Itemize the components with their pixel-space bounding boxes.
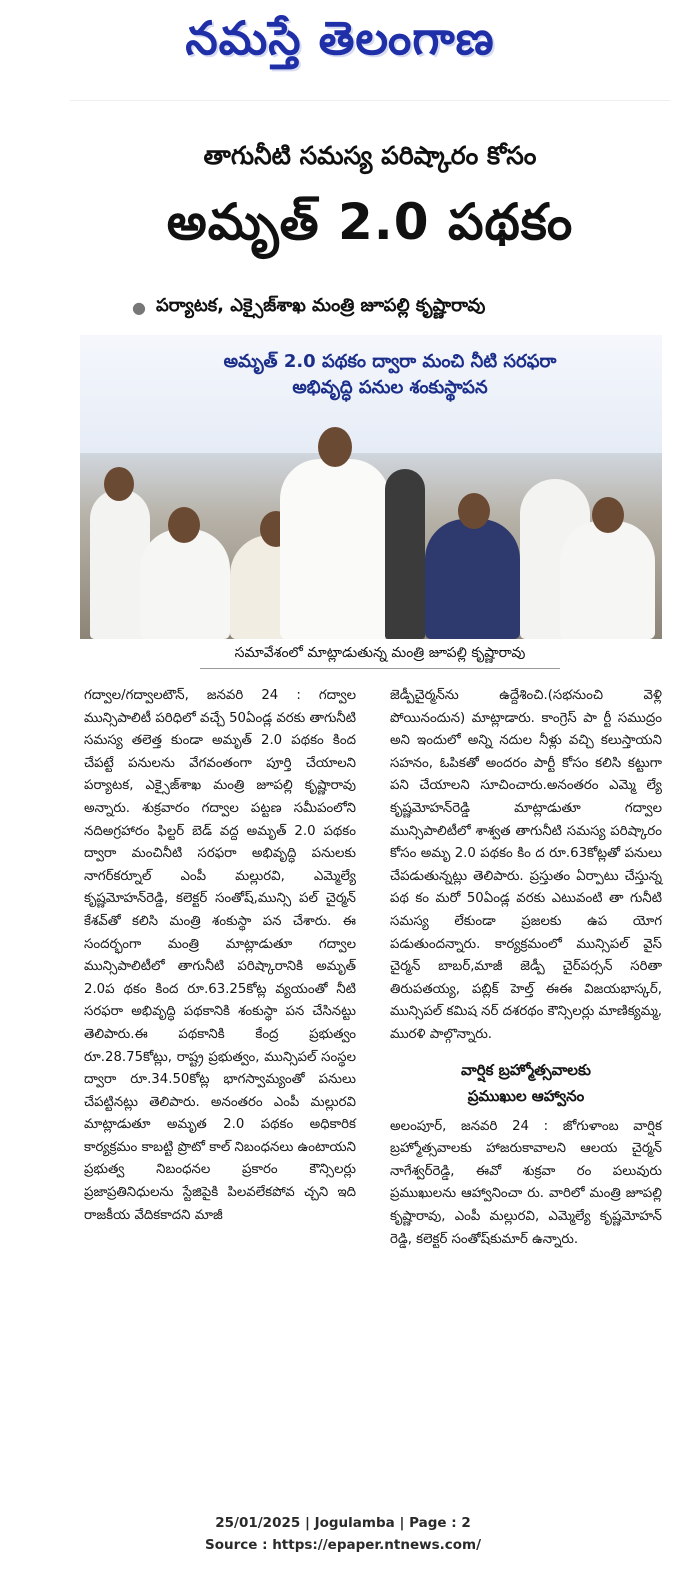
article-clipping xyxy=(70,100,670,1481)
article-kicker: తాగునీటి సమస్య పరిష్కారం కోసం xyxy=(203,141,537,170)
photo-face xyxy=(592,497,624,533)
photo-person xyxy=(425,519,520,639)
footer-source: Source : https://epaper.ntnews.com/ xyxy=(204,1537,482,1553)
photo-banner-line-2: అభివృద్ధి పనుల శంకుస్థాపన xyxy=(292,377,488,398)
photo-banner-line-1: అమృత్ 2.0 పథకం ద్వారా మంచి నీటి సరఫరా xyxy=(223,351,557,372)
photo-person xyxy=(560,521,655,639)
photo-person xyxy=(385,469,425,639)
article-column-left xyxy=(84,685,356,1227)
photo-people-group xyxy=(80,449,662,639)
photo-banner xyxy=(80,335,662,453)
article-body-right: జెడ్పీచైర్మన్‌ను ఉద్దేశించి.(సభనుంచి వెళ్లి పోయినందున) మాట్లాడారు. కాంగ్రెస్ పా ర్టీ సముద్రం అని ఇందులో అన్ని నదుల నీళ్లు వచ్చి కలుస్తాయని సహనం, ఓపికతో అందరం పార్టీ కోసం కలిసి కట్టుగా పని చేయాలని సూచించారు.అనంతరం ఎమ్మె ల్యే కృష్ణమోహన్‌రెడ్డి మాట్లాడుతూ గద్వాల మున్సిపాలిటీలో శాశ్వత తాగునీటి సమస్య పరిష్కారం కోసం అమృ 2.0 పథకం కిం ద రూ.63కోట్లతో పనులు చేపడుతున్నట్లు తెలిపారు. ప్రస్తుతం ఏర్పాటు చేస్తున్న పథ కం మరో 50ఏండ్ల వరకు ఎటువంటి తా గునీటి సమస్య లేకుండా ప్రజలకు ఉప యోగ పడుతుందన్నారు. కార్యక్రమంలో మున్సిపల్ వైస్ చైర్మన్ బాబర్,మాజీ జెడ్పీ చైర్‌పర్సన్ సరితా తిరుపతయ్య, పబ్లిక్ హెల్త్ ఈఈ విజయభాస్కర్, మున్సిపల్ కమిష నర్ దశరథం కౌన్సిలర్లు మాణిక్యమ్మ, మురళి పాల్గొన్నారు. xyxy=(390,688,662,1042)
photo-person xyxy=(140,529,230,639)
photo-face xyxy=(458,493,490,529)
newspaper-masthead xyxy=(140,8,540,80)
photo-face xyxy=(168,507,200,543)
article-deck xyxy=(132,295,485,320)
article-photo xyxy=(80,335,662,639)
footer-date-edition: 25/01/2025 | Jogulamba | Page : 2 xyxy=(215,1515,471,1531)
article-body-left: గద్వాల/గద్వాలటౌన్, జనవరి 24 : గద్వాల మున్సిపాలిటీ పరిధిలో వచ్చే 50ఏండ్ల వరకు తాగునీటి సమస్య తలెత్త కుండా అమృత్ 2.0 పథకం కింద చేపట్టే పనులను వేగవంతంగా పూర్తి చేయాలని పర్యాటక, ఎక్సైజ్‌శాఖ మంత్రి జూపల్లి కృష్ణారావు అన్నారు. శుక్రవారం గద్వాల పట్టణ సమీపంలోని నదిఅగ్రహారం ఫిల్టర్ బెడ్ వద్ద అమృత్ 2.0 పథకం ద్వారా మంచినీటి సరఫరా అభివృద్ధి పనులకు నాగర్‌కర్నూల్ ఎంపీ మల్లురవి, ఎమ్మెల్యే కృష్ణమోహన్‌రెడ్డి, కలెక్టర్ సంతోష్,మున్సి పల్ చైర్మన్ కేశవ్‌తో కలిసి మంత్రి శంకుస్థా పన చేశారు. ఈ సందర్భంగా మంత్రి మాట్లాడుతూ గద్వాల మున్సిపాలిటీలో తాగునీటి పరిష్కారానికి అమృత్ 2.0ప థకం కింద రూ.63.25కోట్ల వ్యయంతో నీటి సరఫరా అభివృద్ధి పథకానికి శంకుస్థా పన చేసినట్టు తెలిపారు.ఈ పథకానికి కేంద్ర ప్రభుత్వం రూ.28.75కోట్లు, రాష్ట్ర ప్రభుత్వం, మున్సిపల్ సంస్థల ద్వారా రూ.34.50కోట్ల భాగస్వామ్యంతో పనులు చేపట్టినట్లు తెలిపారు. అనంతరం ఎంపీ మల్లురవి మాట్లాడుతూ అమృత 2.0 పథకం అధికారిక కార్యక్రమం కాబట్టి ప్రొటో కాల్ నిబంధనలు ఉంటాయని ప్రభుత్వ నిబంధనల ప్రకారం కౌన్సిలర్లు ప్రజాప్రతినిధులను స్టేజిపైకి పిలవలేకపోవ చ్చని ఇది రాజకీయ వేదికకాదని మాజీ xyxy=(84,688,356,1223)
photo-caption: సమావేశంలో మాట్లాడుతున్న మంత్రి జూపల్లి కృష్ణారావు xyxy=(200,645,560,669)
photo-face xyxy=(318,427,352,467)
photo-speaker xyxy=(280,459,390,639)
photo-banner-text xyxy=(180,349,600,401)
article-column-right xyxy=(390,685,662,1251)
sub-headline-1: వార్షిక బ్రహ్మోత్సవాలకు xyxy=(461,1060,591,1079)
article-headline: అమృత్ 2.0 పథకం xyxy=(166,193,574,251)
bullet-icon: ● xyxy=(132,298,146,317)
sub-headline-2: ప్రముఖుల ఆహ్వానం xyxy=(467,1087,585,1106)
page-footer xyxy=(0,1512,686,1556)
photo-face xyxy=(104,467,134,501)
masthead-logo-text: నమస్తే తెలంగాణ xyxy=(185,11,495,65)
article-deck-text: పర్యాటక, ఎక్సైజ్‌శాఖ మంత్రి జూపల్లి కృష్ణారావు xyxy=(155,295,486,316)
article-body-right-2: అలంపూర్, జనవరి 24 : జోగుళాంబ వార్షిక బ్రహ్మోత్సవాలకు హాజరుకావాలని ఆలయ చైర్మన్ నాగేశ్వర్‌రెడ్డి, ఈవో శుక్రవా రం పలువురు ప్రముఖులను ఆహ్వానించా రు. వారిలో మంత్రి జూపల్లి కృష్ణారావు, ఎంపీ మల్లురవి, ఎమ్మెల్యే కృష్ణమోహన్ రెడ్డి, కలెక్టర్ సంతోష్‌కుమార్ ఉన్నారు. xyxy=(390,1118,662,1247)
